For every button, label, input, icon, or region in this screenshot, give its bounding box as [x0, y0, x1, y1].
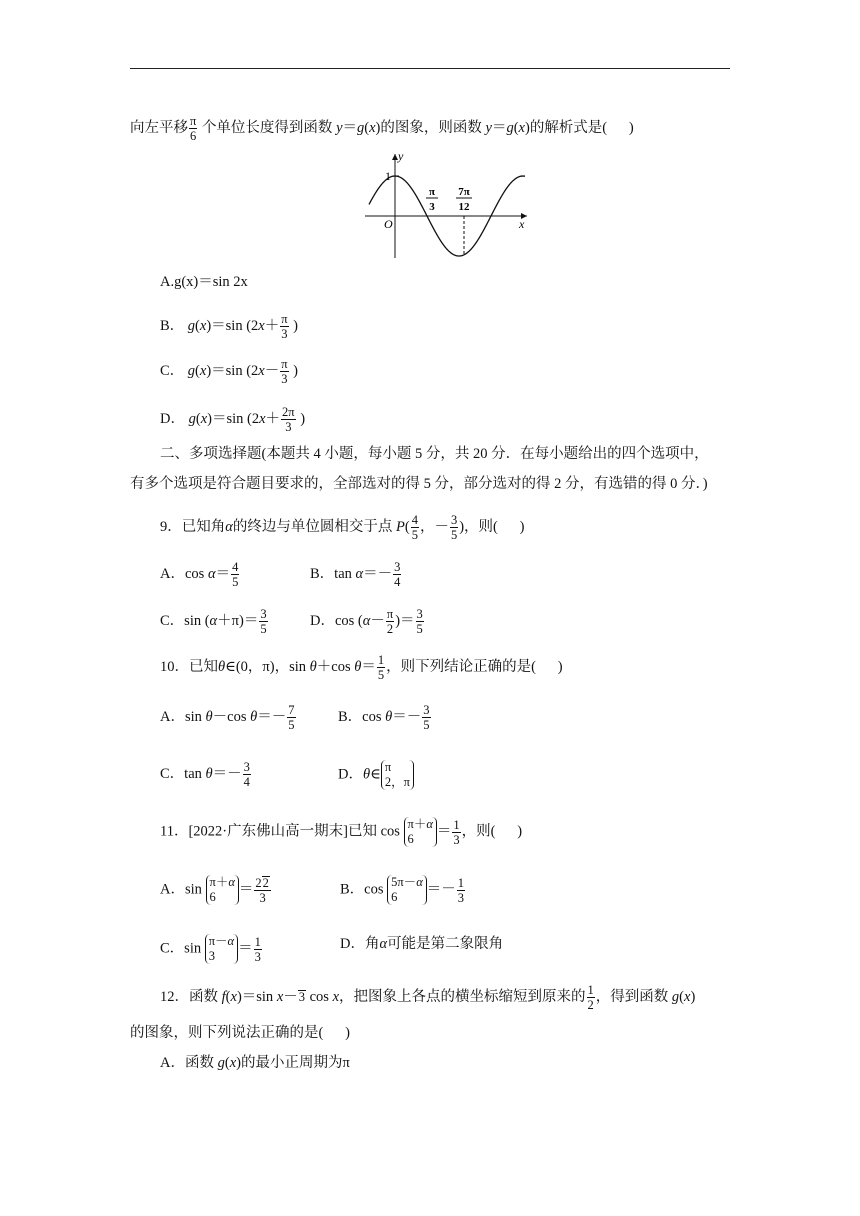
intro-text: 的图象，则函数: [380, 119, 486, 136]
q10-text: 10．已知: [160, 658, 218, 675]
q10-text: ): [557, 658, 563, 675]
q8-intro: 向左平移 $\frac{\pi}{6}$ 个单位长度得到函数 y＝g(x)的图象，则函数 y＝g(x)的解析式是( ): [130, 114, 634, 143]
q11-text: 可能是第二象限角: [387, 936, 504, 952]
q11-text: ，则(: [461, 823, 496, 840]
q9-text: ，则(: [464, 518, 498, 535]
q12-text: A．函数: [160, 1055, 218, 1071]
q11-option-a: A．sin π＋α 6 ＝ $\frac{22}{3}$: [160, 875, 269, 905]
q12-text: ): [345, 1025, 350, 1041]
q12-text: 12．函数: [160, 988, 222, 1005]
y-label: y: [398, 150, 404, 163]
q11-text: 11．[2022·广东佛山高一期末]已知 cos: [160, 823, 404, 840]
q12-text: 的最小正周期为π: [240, 1055, 350, 1071]
q8-option-a: [160, 272, 248, 292]
q11-text: ): [517, 823, 523, 840]
q10-option-a: A．sin θ－cos θ＝－ $\frac{7}{5}$: [160, 703, 295, 732]
q9-option-c: C．sin (α＋π)＝ $\frac{3}{5}$: [160, 607, 267, 636]
q11-option-d: D．角α可能是第二象限角: [340, 936, 504, 952]
tick1-den: 3: [429, 201, 435, 213]
origin-label: O: [384, 217, 393, 231]
q9-text: ): [519, 518, 525, 535]
y-one-label: 1: [385, 169, 391, 183]
q12-text: ，把图象上各点的横坐标缩短到原来的: [339, 988, 586, 1005]
q12-line2: [130, 1023, 350, 1043]
q9-option-d: D．cos (α－ $\frac{\pi}{2}$ )＝ $\frac{3}{5}$: [310, 607, 423, 636]
option-label: D．: [160, 410, 185, 427]
q12-text: ，得到函数: [595, 988, 672, 1005]
section2-line2: 有多个选项是符合题目要求的，全部选对的得 5 分，部分选对的得 2 分，有选错的得 0 分．): [130, 476, 708, 492]
q9-text: 的终边与单位圆相交于点: [232, 518, 396, 535]
tick2-num: 7π: [458, 186, 470, 198]
section2-line1: 二、多项选择题(本题共 4 小题，每小题 5 分，共 20 分．在每小题给出的四个选项中，: [160, 446, 709, 462]
q11-stem: 11．[2022·广东佛山高一期末]已知 cos π＋α 6 ＝ $\frac{1}{3}$ ，则( ): [160, 817, 523, 847]
x-label: x: [519, 217, 525, 231]
option-label: C．: [160, 362, 185, 379]
option-text: A.g(x)＝sin 2x: [160, 274, 248, 290]
header-rule: [130, 68, 730, 69]
q8-option-c: C． g(x)＝sin (2x－ $\frac{\pi}{3}$ ): [160, 357, 299, 386]
intro-text: ): [628, 119, 634, 136]
intro-text: 个单位长度得到函数: [198, 119, 337, 136]
intro-text: 的解析式是(: [529, 119, 608, 136]
q10-option-d: D．θ∈ π 2，π: [338, 760, 414, 790]
q10-text: ∈(0，π)，: [225, 658, 290, 675]
q9-option-a: A．cos α＝ $\frac{4}{5}$: [160, 560, 239, 589]
q12-text: 的图象，则下列说法正确的是(: [130, 1025, 324, 1041]
q12-option-a: A．函数 g(x)的最小正周期为π: [160, 1055, 350, 1071]
q10-text: ，则下列结论正确的是(: [386, 658, 536, 675]
q9-text: 9．已知角: [160, 518, 226, 535]
tick2-den: 12: [458, 201, 470, 213]
pi-over-6: $\frac{\pi}{6}$: [190, 114, 197, 143]
q9-option-b: B．tan α＝－ $\frac{3}{4}$: [310, 560, 401, 589]
q8-option-b: B． g(x)＝sin (2x＋ $\frac{\pi}{3}$ ): [160, 312, 299, 341]
q11-text: D．角: [340, 936, 380, 952]
sine-graph: [355, 150, 535, 260]
option-label: B．: [160, 317, 185, 334]
q11-option-b: B．cos 5π－α 6 ＝－ $\frac{1}{3}$: [340, 875, 464, 905]
q11-option-c: C．sin π－α 3 ＝ $\frac{1}{3}$: [160, 934, 261, 964]
q8-option-d: D． g(x)＝sin (2x＋ $\frac{2\pi}{3}$ ): [160, 405, 306, 434]
q12-stem: 12．函数 f(x)＝sin x－3 cos x，把图象上各点的横坐标缩短到原来的 $\frac{1}{2}$ ，得到函数 g(x): [160, 983, 696, 1012]
intro-text: 向左平移: [130, 119, 188, 136]
q10-option-b: B．cos θ＝－ $\frac{3}{5}$: [338, 703, 430, 732]
q10-stem: 10．已知θ∈(0，π)，sin θ＋cos θ＝ $\frac{1}{5}$ ，则下列结论正确的是( ): [160, 653, 563, 682]
tick1-num: π: [428, 186, 436, 198]
q9-stem: 9．已知角α的终边与单位圆相交于点 P( $\frac{4}{5}$ ，－ $\frac{3}{5}$ )，则( ): [160, 513, 525, 542]
q10-option-c: C．tan θ＝－ $\frac{3}{4}$: [160, 760, 250, 789]
